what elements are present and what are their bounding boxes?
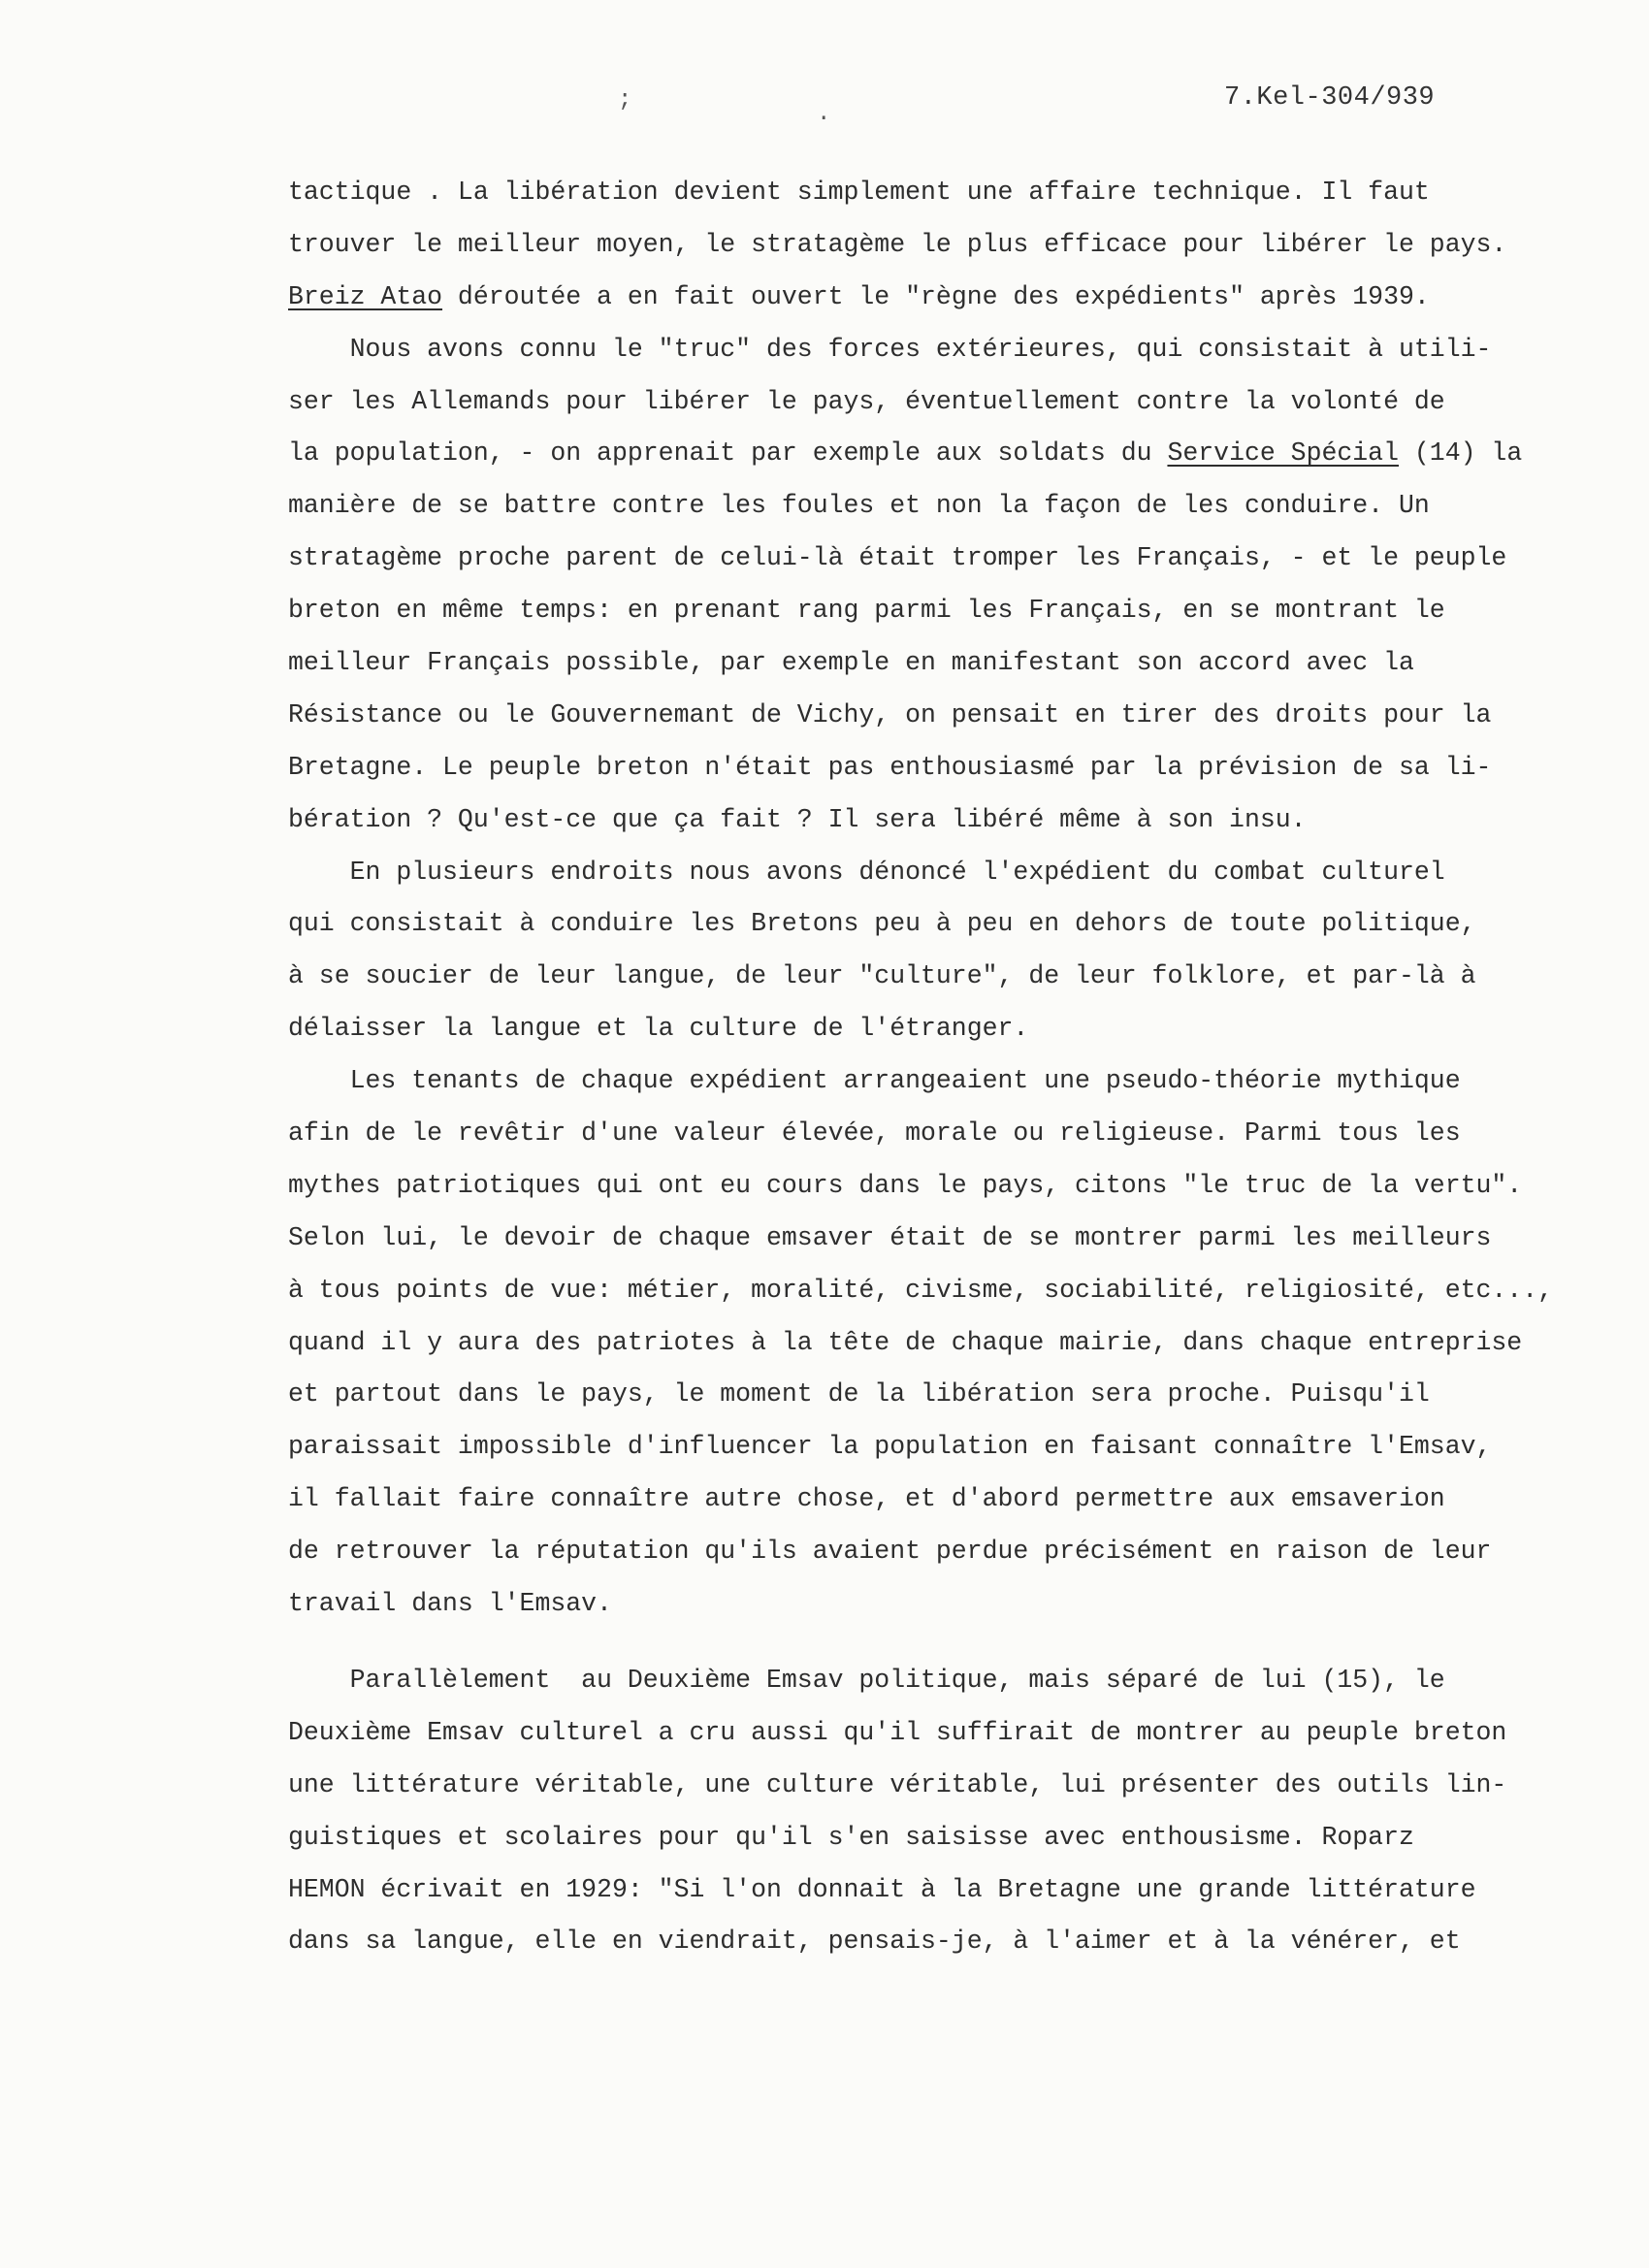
underlined-title: Service Spécial (1167, 438, 1399, 469)
text-line (288, 1213, 1520, 1265)
text-segment: mythes patriotiques qui ont eu cours dans le pays, citons "le truc de la vertu". (288, 1170, 1523, 1200)
text-segment: stratagème proche parent de celui-là était tromper les Français, - et le peuple (288, 543, 1507, 573)
text-segment: Les tenants de chaque expédient arrangeaient une pseudo-théorie mythique (288, 1066, 1461, 1096)
text-segment: afin de le revêtir d'une valeur élevée, morale ou religieuse. Parmi tous les (288, 1118, 1461, 1149)
text-segment: ser les Allemands pour libérer le pays, éventuellement contre la volonté de (288, 386, 1445, 416)
text-segment: Bretagne. Le peuple breton n'était pas enthousiasmé par la prévision de sa li- (288, 752, 1492, 782)
text-line (288, 1003, 1520, 1055)
text-segment: la population, - on apprenait par exemple aux soldats du (288, 438, 1168, 469)
text-line (288, 376, 1520, 429)
text-line (288, 690, 1520, 742)
text-line (288, 1369, 1520, 1421)
text-line (288, 1474, 1520, 1526)
text-segment: à se soucier de leur langue, de leur "culture", de leur folklore, et par-là à (288, 961, 1476, 991)
text-line (288, 1108, 1520, 1160)
text-line (288, 847, 1520, 899)
text-segment: tactique . La libération devient simplement une affaire technique. Il faut (288, 178, 1430, 207)
text-line (288, 742, 1520, 794)
text-segment: HEMON écrivait en 1929: "Si l'on donnait à la Bretagne une grande littérature (288, 1874, 1476, 1904)
text-segment: En plusieurs endroits nous avons dénoncé l'expédient du combat culturel (288, 857, 1445, 887)
text-line (288, 272, 1520, 324)
text-segment: une littérature véritable, une culture véritable, lui présenter des outils lin- (288, 1769, 1507, 1799)
text-segment: délaisser la langue et la culture de l'étranger. (288, 1014, 1029, 1044)
text-segment: paraissait impossible d'influencer la population en faisant connaître l'Emsav, (288, 1432, 1492, 1462)
paragraph (288, 1655, 1520, 1968)
text-line (288, 324, 1520, 376)
text-line (288, 1160, 1523, 1213)
paragraph (288, 324, 1523, 847)
underlined-title: Breiz Atao (288, 281, 443, 311)
text-line (288, 428, 1523, 480)
text-segment: trouver le meilleur moyen, le stratagème le plus efficace pour libérer le pays. (288, 229, 1507, 259)
text-segment: Nous avons connu le "truc" des forces extérieures, qui consistait à utili- (288, 334, 1492, 364)
text-line (288, 1864, 1520, 1917)
text-line (288, 533, 1520, 585)
text-segment: déroutée a en fait ouvert le "règne des expédients" après 1939. (442, 281, 1430, 311)
paragraph (288, 1055, 1554, 1631)
text-line (288, 1055, 1520, 1108)
text-segment: breton en même temps: en prenant rang parmi les Français, en se montrant le (288, 596, 1445, 626)
text-line (288, 1916, 1520, 1968)
text-line (288, 1578, 1520, 1631)
text-segment: Selon lui, le devoir de chaque emsaver était de se montrer parmi les meilleurs (288, 1222, 1492, 1252)
paragraph-gap (288, 1631, 1520, 1655)
text-segment: meilleur Français possible, par exemple en manifestant son accord avec la (288, 648, 1414, 678)
text-line (288, 1760, 1520, 1812)
text-line (288, 1317, 1523, 1370)
text-segment: de retrouver la réputation qu'ils avaient perdue précisément en raison de leur (288, 1537, 1492, 1567)
text-segment: à tous points de vue: métier, moralité, civisme, sociabilité, religiosité, etc..., (288, 1275, 1554, 1305)
document-reference: 7.Kel-304/939 (1224, 83, 1436, 113)
text-line (288, 1812, 1520, 1864)
text-segment: (14) la (1399, 438, 1523, 469)
text-segment: et partout dans le pays, le moment de la libération sera proche. Puisqu'il (288, 1379, 1430, 1409)
text-line (288, 1421, 1520, 1474)
text-line (288, 585, 1520, 637)
text-segment: Parallèlement au Deuxième Emsav politique, mais séparé de lui (15), le (288, 1665, 1445, 1695)
text-line (288, 1707, 1520, 1760)
text-line (288, 794, 1520, 847)
text-line (288, 637, 1520, 690)
text-segment: dans sa langue, elle en viendrait, pensais-je, à l'aimer et à la vénérer, et (288, 1927, 1461, 1957)
text-segment: bération ? Qu'est-ce que ça fait ? Il sera libéré même à son insu. (288, 804, 1307, 834)
text-line (288, 1655, 1520, 1707)
text-segment: Deuxième Emsav culturel a cru aussi qu'il suffirait de montrer au peuple breton (288, 1717, 1507, 1747)
stray-mark-dot: . (817, 101, 831, 127)
text-line (288, 898, 1520, 951)
text-segment: il fallait faire connaître autre chose, et d'abord permettre aux emsaverion (288, 1484, 1445, 1514)
paragraph (288, 167, 1520, 324)
text-segment: travail dans l'Emsav. (288, 1589, 612, 1619)
text-line (288, 219, 1520, 272)
text-line (288, 951, 1520, 1003)
text-segment: Résistance ou le Gouvernemant de Vichy, on pensait en tirer des droits pour la (288, 699, 1492, 729)
paragraph (288, 847, 1520, 1056)
text-segment: qui consistait à conduire les Bretons peu à peu en dehors de toute politique, (288, 909, 1476, 939)
text-line (288, 1526, 1520, 1578)
stray-mark-semicolon: ; (618, 87, 632, 113)
text-segment: guistiques et scolaires pour qu'il s'en saisisse avec enthousisme. Roparz (288, 1822, 1414, 1852)
text-line (288, 1265, 1554, 1317)
text-line (288, 480, 1520, 533)
typed-body-text (288, 167, 1554, 1968)
text-segment: quand il y aura des patriotes à la tête de chaque mairie, dans chaque entreprise (288, 1327, 1523, 1357)
text-line (288, 167, 1520, 219)
text-segment: manière de se battre contre les foules et non la façon de les conduire. Un (288, 491, 1430, 521)
